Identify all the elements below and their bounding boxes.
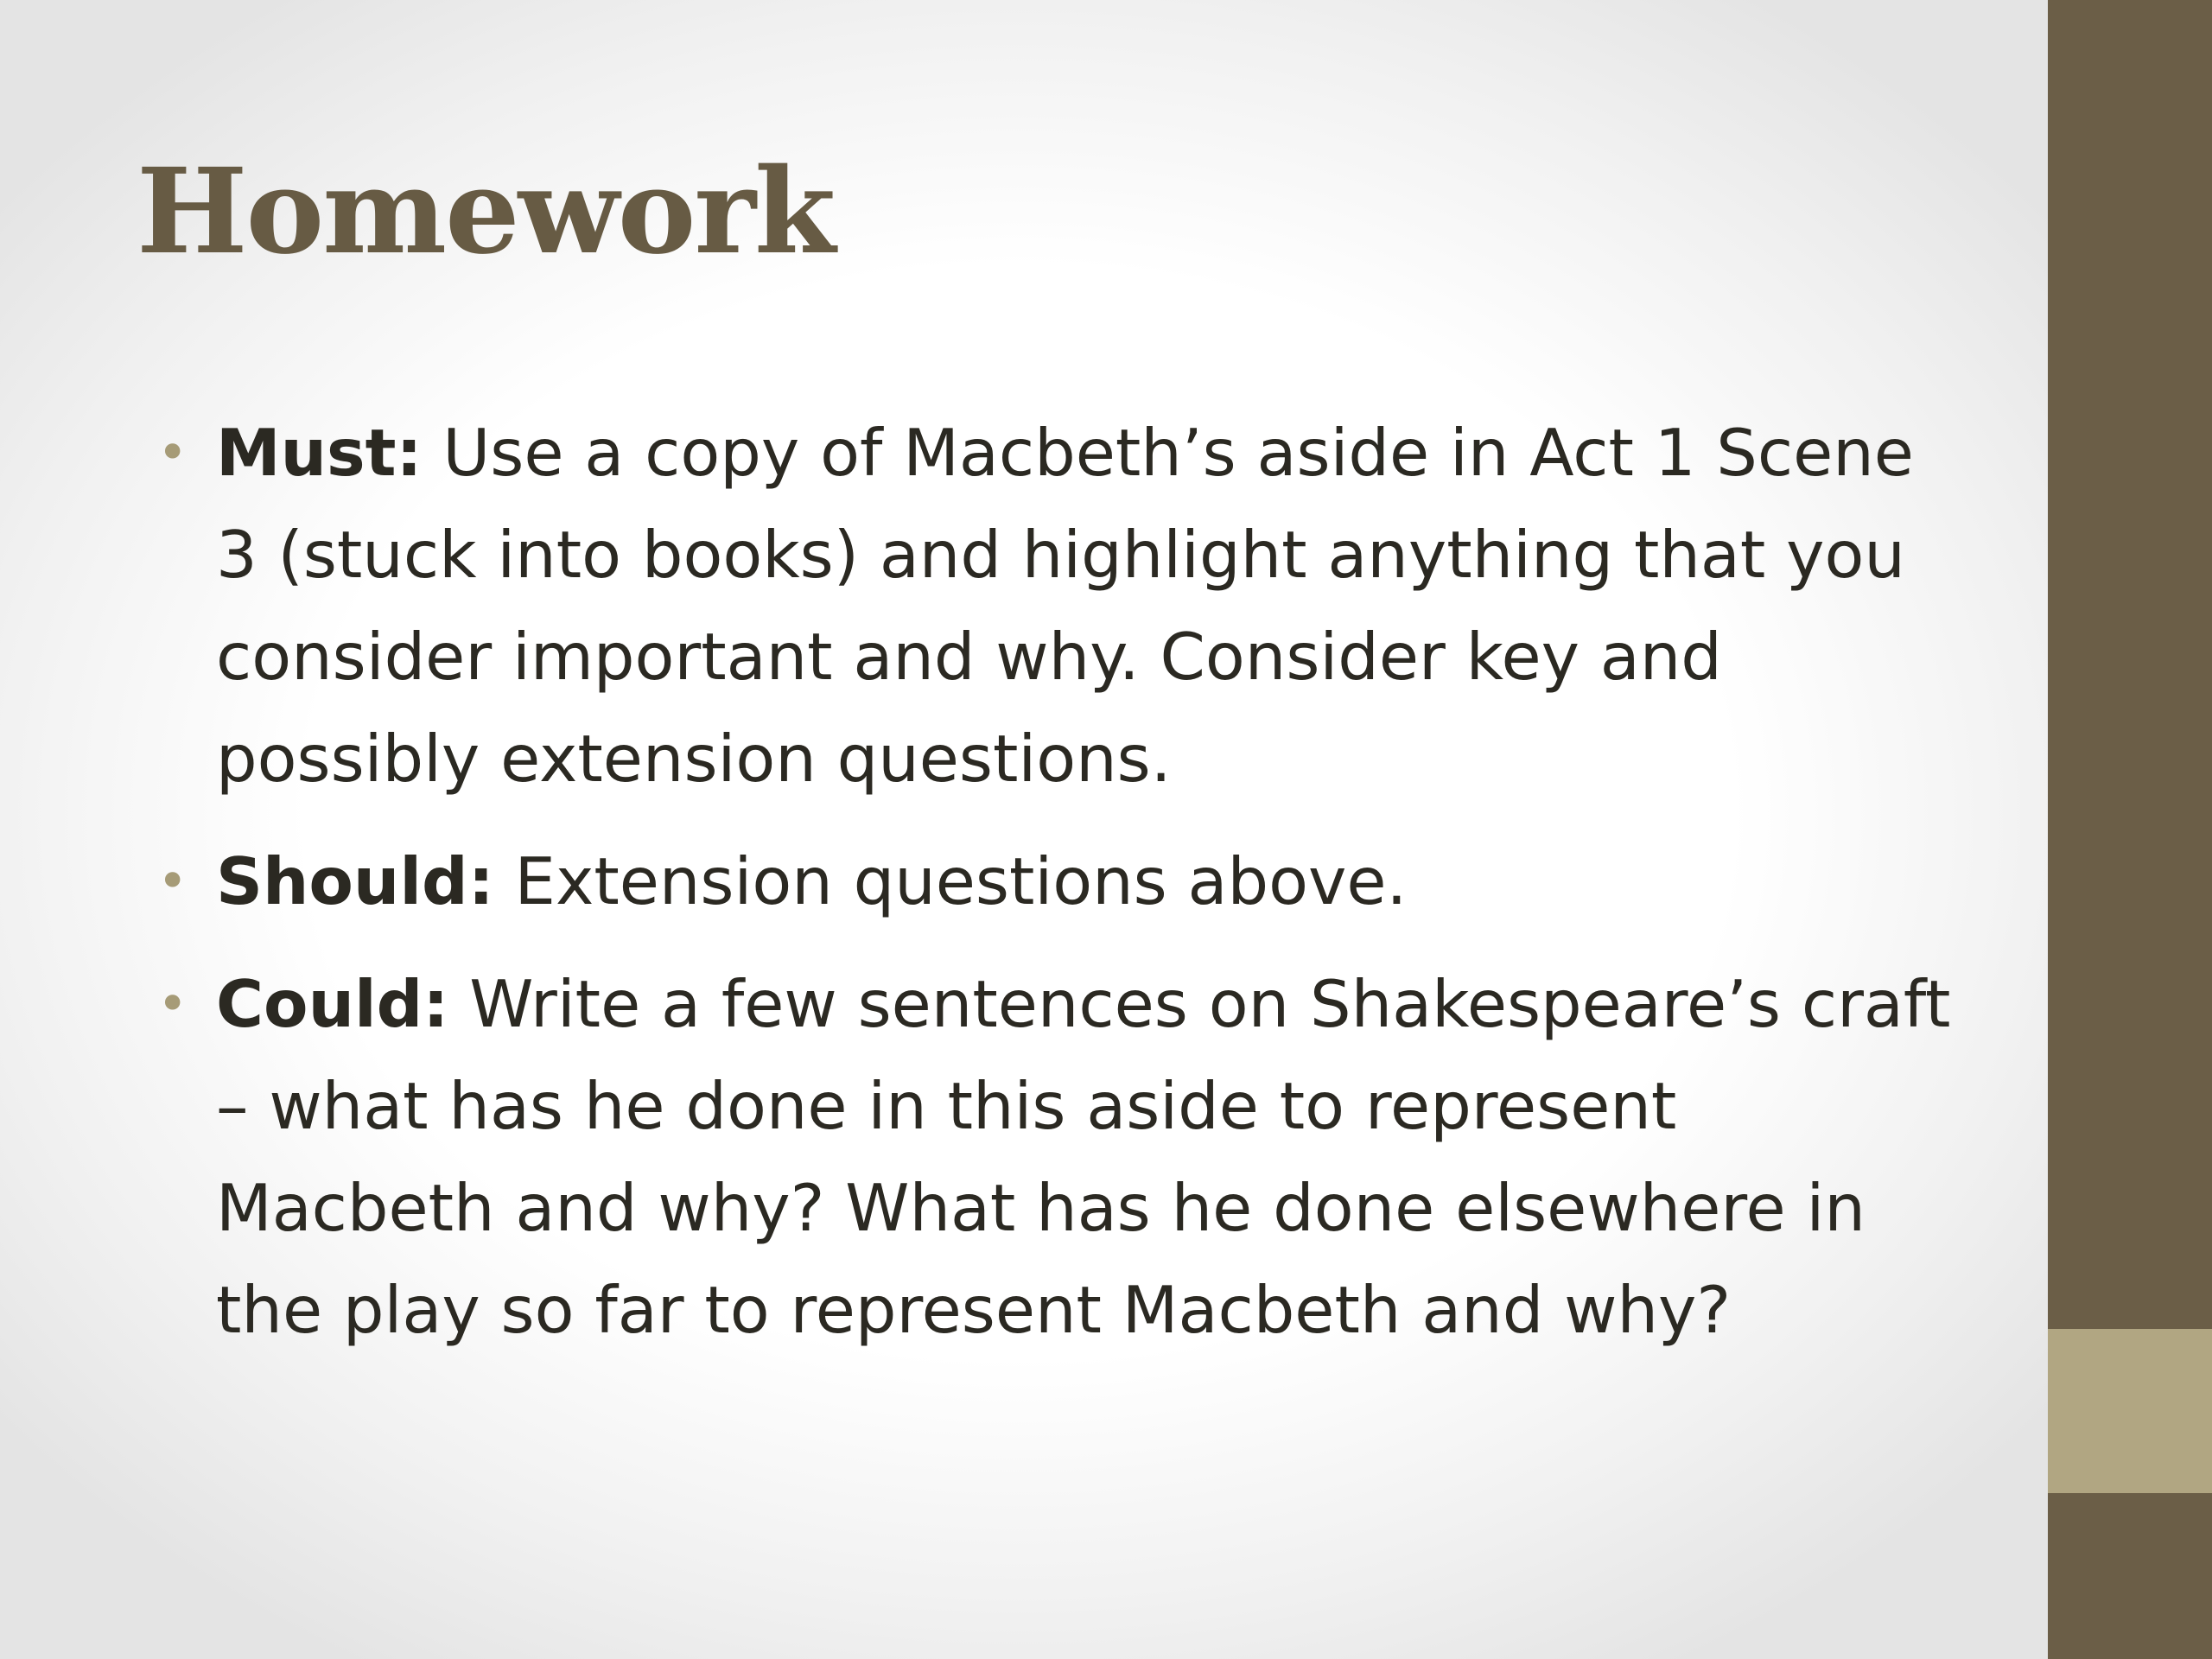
bullet-should xyxy=(157,830,1961,932)
bullet-must xyxy=(157,402,1961,810)
bullet-list xyxy=(157,402,1961,1382)
bullet-label: Must: xyxy=(216,415,423,491)
bullet-text: Write a few sentences on Shakespeare’s craft – what has he done in this aside to represent Macbeth and why? What has he done elsewhere in the play so far to represent Macbeth and why? xyxy=(216,966,1951,1348)
bullet-dot-icon: • xyxy=(157,851,188,912)
bullet-text: Use a copy of Macbeth’s aside in Act 1 Scene 3 (stuck into books) and highlight anything that you consider important and why. Consider key and possibly extension questions. xyxy=(216,415,1914,797)
bullet-dot-icon: • xyxy=(157,423,188,483)
bullet-could xyxy=(157,953,1961,1361)
bullet-dot-icon: • xyxy=(157,974,188,1034)
bullet-text: Extension questions above. xyxy=(493,843,1408,919)
bullet-label: Could: xyxy=(216,966,449,1042)
bullet-label: Should: xyxy=(216,843,494,919)
slide-title: Homework xyxy=(137,143,835,281)
side-accent-decoration xyxy=(2048,1329,2212,1493)
